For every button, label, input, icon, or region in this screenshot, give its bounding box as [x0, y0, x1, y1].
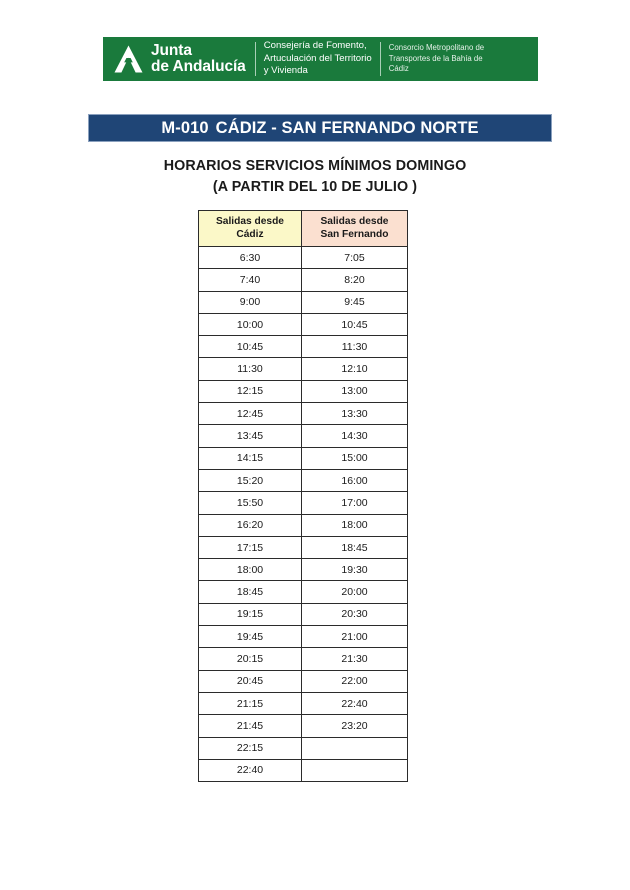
departure-time-destination: 22:00 [302, 670, 408, 692]
departure-time-destination: 14:30 [302, 425, 408, 447]
origin-header-line-1: Salidas desde [216, 215, 284, 227]
table-row [199, 670, 408, 692]
departure-time-destination: 9:45 [302, 291, 408, 313]
departure-time-destination: 7:05 [302, 247, 408, 269]
departure-time-destination: 21:00 [302, 626, 408, 648]
departure-time-destination: 12:10 [302, 358, 408, 380]
table-row [199, 715, 408, 737]
departure-time-destination: 8:20 [302, 269, 408, 291]
timetable-body [199, 247, 408, 782]
route-title [161, 119, 478, 138]
departure-time-origin: 12:15 [199, 380, 302, 402]
departure-time-destination: 23:20 [302, 715, 408, 737]
departures-timetable [198, 210, 408, 782]
departure-time-origin: 20:15 [199, 648, 302, 670]
departure-time-destination: 13:30 [302, 403, 408, 425]
origin-header-line-2: Cádiz [236, 228, 264, 240]
table-row [199, 380, 408, 402]
departure-time-origin: 21:15 [199, 692, 302, 714]
route-title-bar [88, 114, 552, 142]
departure-time-destination: 22:40 [302, 692, 408, 714]
departure-time-origin: 19:45 [199, 626, 302, 648]
junta-andalucia-arch-icon [113, 44, 144, 74]
table-row [199, 492, 408, 514]
institutional-header [103, 37, 538, 81]
table-row [199, 291, 408, 313]
departure-time-origin: 9:00 [199, 291, 302, 313]
table-row [199, 425, 408, 447]
table-row [199, 403, 408, 425]
departure-time-origin: 15:20 [199, 469, 302, 491]
departure-time-destination: 15:00 [302, 447, 408, 469]
dest-header-line-2: San Fernando [320, 228, 389, 240]
departure-time-origin: 16:20 [199, 514, 302, 536]
departure-time-destination: 20:00 [302, 581, 408, 603]
table-row [199, 269, 408, 291]
subtitle-line-1: HORARIOS SERVICIOS MÍNIMOS DOMINGO [163, 158, 467, 174]
consortium-name [381, 37, 538, 81]
departure-time-origin: 18:00 [199, 559, 302, 581]
table-row [199, 692, 408, 714]
table-row [199, 536, 408, 558]
table-row [199, 336, 408, 358]
schedule-subtitle [0, 156, 630, 198]
junta-andalucia-wordmark [151, 43, 246, 75]
departure-time-destination: 21:30 [302, 648, 408, 670]
departure-time-destination: 18:45 [302, 536, 408, 558]
table-row [199, 626, 408, 648]
departure-time-origin: 22:40 [199, 759, 302, 781]
table-row [199, 247, 408, 269]
table-row [199, 648, 408, 670]
departure-time-destination [302, 759, 408, 781]
wordmark-line-2: de Andalucía [151, 58, 246, 75]
departure-time-destination: 20:30 [302, 603, 408, 625]
department-line-3: y Vivienda [263, 65, 308, 77]
departure-time-origin: 14:15 [199, 447, 302, 469]
timetable-head [199, 211, 408, 247]
department-name [256, 37, 380, 81]
timetable-header-row [199, 211, 408, 247]
departure-time-origin: 12:45 [199, 403, 302, 425]
consortium-line-3: Cádiz [388, 64, 409, 74]
table-row [199, 469, 408, 491]
table-row [199, 313, 408, 335]
departure-time-origin: 7:40 [199, 269, 302, 291]
departure-time-origin: 18:45 [199, 581, 302, 603]
departure-time-origin: 15:50 [199, 492, 302, 514]
consortium-line-1: Consorcio Metropolitano de [388, 42, 485, 52]
departure-time-destination: 19:30 [302, 559, 408, 581]
column-header-destination [302, 211, 408, 247]
wordmark-line-1: Junta [151, 42, 192, 60]
route-code: M-010 [161, 118, 209, 137]
consortium-line-2: Transportes de la Bahía de [388, 53, 483, 63]
departure-time-destination: 17:00 [302, 492, 408, 514]
table-row [199, 737, 408, 759]
table-row [199, 358, 408, 380]
table-row [199, 581, 408, 603]
column-header-origin [199, 211, 302, 247]
departure-time-destination: 11:30 [302, 336, 408, 358]
department-line-2: Artuculación del Territorio [263, 52, 372, 64]
departure-time-origin: 21:45 [199, 715, 302, 737]
dest-header-line-1: Salidas desde [320, 215, 389, 227]
department-line-1: Consejería de Fomento, [263, 39, 367, 51]
departure-time-origin: 10:45 [199, 336, 302, 358]
table-row [199, 559, 408, 581]
route-name: CÁDIZ - SAN FERNANDO NORTE [215, 118, 479, 137]
departure-time-destination: 10:45 [302, 313, 408, 335]
departure-time-origin: 19:15 [199, 603, 302, 625]
departure-time-origin: 6:30 [199, 247, 302, 269]
table-row [199, 759, 408, 781]
table-row [199, 447, 408, 469]
departure-time-destination: 16:00 [302, 469, 408, 491]
timetable-container [198, 210, 407, 782]
departure-time-destination: 18:00 [302, 514, 408, 536]
departure-time-destination: 13:00 [302, 380, 408, 402]
departure-time-destination [302, 737, 408, 759]
departure-time-origin: 22:15 [199, 737, 302, 759]
junta-andalucia-logo [103, 37, 255, 81]
departure-time-origin: 10:00 [199, 313, 302, 335]
departure-time-origin: 20:45 [199, 670, 302, 692]
subtitle-line-2: (A PARTIR DEL 10 DE JULIO ) [212, 179, 418, 195]
departure-time-origin: 11:30 [199, 358, 302, 380]
table-row [199, 514, 408, 536]
departure-time-origin: 17:15 [199, 536, 302, 558]
departure-time-origin: 13:45 [199, 425, 302, 447]
table-row [199, 603, 408, 625]
